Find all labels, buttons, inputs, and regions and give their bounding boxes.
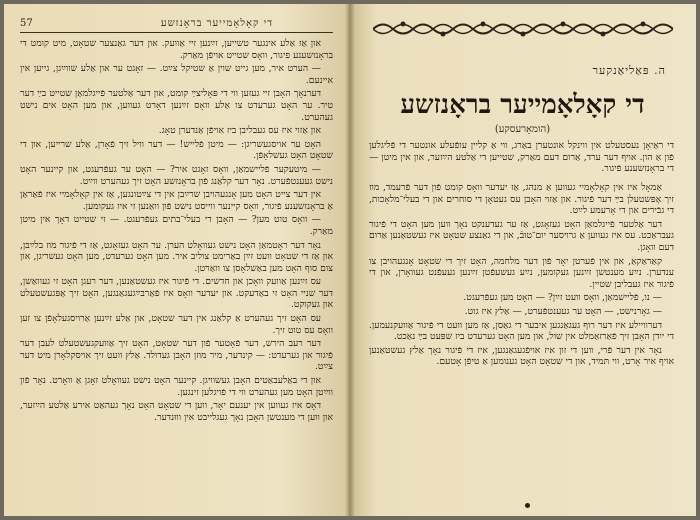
binding-mark: [525, 503, 530, 508]
left-page: [4, 4, 349, 516]
paragraph: האָט ער אויסגעשריגן: — מיטן פֿלייש! — דער וויל זיך פֿאָרן, אַלע שרייען, און די שטאָט האָט געשלאָפֿן.: [20, 138, 333, 162]
paragraph: און אַז אַלע אינגער טשייען, זײַנען זיי אַוועק. און דער גאַנצער שטאָט, מיט קומט די בראָנזשענע פיגור, וואָס שטייט אויפֿן מאַרק.: [20, 38, 333, 61]
paragraph: נאָר דער ראָטמאַן האָט נישט געוואָלט הערן. ער האָט געזאָגט, אַז די פֿיגור מוז בלײַבן, און אַז די שטאָט וועט זײַן באַרימט צוליב איר. מען האָט גערעדט, מען האָט געשריגן, און צום סוף האָט מען באַשלאָסן צו וואַרטן.: [20, 239, 333, 274]
paragraph: עס האָט זיך געהערט אַ קלאַנג אין דער שטאָט, און אַלע זײַנען אַרויסגעלאָפֿן צו זען וואָס עס טוט זיך.: [20, 313, 333, 336]
left-page-header: [20, 18, 333, 33]
decorative-border-ornament: [373, 18, 673, 40]
paragraph: אין דער צייט האָט מען אָנגעהויבן שרײַבן אין די צײַטונגען, אַז אין קאָלאָמיי איז פֿאַראַן אַ בראָנזשענע פֿיגור, וואָס קיינער ווייסט נישט פֿון וואַנען זי איז געקומען.: [20, 189, 333, 212]
book-spread: [4, 4, 696, 516]
paragraph: — גאָרנישט, — האָט ער געענטפֿערט, — אַלץ איז גוט.: [464, 305, 662, 317]
book-gutter: [345, 4, 355, 516]
paragraph: און די באַלעבאַטים האָבן געשוויגן. קיינער האָט נישט געוואָלט זאָגן אַ וואָרט. נאָר פֿון ווײַטן האָט מען געהערט ווי די פֿויגלען זינגען.: [20, 375, 333, 398]
paragraph: — הערט איר, מען גייט שוין אַ שטיקל צײַט. — זאָגט ער און אַלע שווײַגן, גייען אין איינעם.: [20, 63, 333, 86]
paragraph: — מיטעקער פֿליישמאַן, וואָס זאָגט איר? — האָט ער געפֿרעגט, און קיינער האָט נישט געענטפֿערט. נאָר דער קלאַנג פֿון בראָנזשע האָט זיך געהערט ווײַט.: [20, 163, 333, 187]
story-subtitle: (הומאָרעסקע): [494, 124, 551, 135]
paragraph: און אַזוי איז עס געבליבן ביז אויפֿן אַנדערן טאָג.: [158, 125, 321, 137]
running-title: די קאָלאָמייער בראָנזשע: [160, 18, 273, 29]
paragraph: דערנאָך האָבן זיי געזען ווי די פּאָליצײַ קומט, און דער אַלטער פֿייגלמאַן שטייט בײַ דער טיר. ער האָט גערעדט צו אַלע וואָס זײַנען דאָרט געווען, און מען האָט אים נישט געהערט.: [20, 88, 333, 123]
paragraph: עס זײַנען אַוועק וואָכן און חדשים. די פֿיגור איז געשטאַנען, דער רעגן האָט זי געוואַשן, דער שניי האָט זי באַדעקט. און יעדער וואָס איז פֿאַרבײַגעגאַנגען, האָט זיך אָפּגעשטעלט און געקוקט.: [20, 276, 333, 311]
paragraph: דער אַלטער פֿייגלמאַן האָט געזאָגט, אַז ער געדענקט נאָך ווען מען האָט די פֿיגור געבראַכט. עס איז געווען אַ גרויסער יום־טובֿ, און די גאַנצע שטאָט איז געשטאַנען אַרום דעם וואָגן.: [369, 218, 674, 253]
story-title: די קאָלאָמייער בראָנזשע: [400, 90, 645, 120]
paragraph: דערוויילע איז דער רוף געגאַנגען איבער די גאַסן, אַז מען וועט די פֿיגור אַוועקנעמען. די ייִדן האָבן זיך פֿאַרזאַמלט אין שול, און מען האָט גערעדט ביז שפּעט בײַ נאַכט.: [369, 319, 674, 343]
right-page: [349, 4, 696, 516]
author-name: ה. פּאַליאַנקער: [592, 64, 666, 77]
paragraph: דער רעב הירש, דער פֿאָטער פֿון דער שטאָט, האָט זיך אַוועקגעשטעלט לעבן דער פֿיגור און גערעדט: — קינדער, מיר מוזן האָבן געדולד. אַלץ וועט זיך אויסקלאָרן מיט דער צײַט.: [20, 338, 333, 373]
paragraph: דאָס איז געווען אין יענעם יאָר, ווען די שטאָט האָט נאָך געהאַט אירע אַלטע הײַזער, און ווען די מענטשן האָבן נאָך געגלייבט אין וווּנדער.: [20, 400, 333, 423]
paragraph: — וואָס טוט מען? — האָבן די בעלי־בתים געפֿרעגט. — זי שטייט דאָך אין מיטן מאַרק.: [20, 214, 333, 237]
paragraph: אַמאָל איז אין קאָלאָמיי געווען אַ מנהג, אַז יעדער וואָס קומט פֿון דער פֿרעמד, מוז זיך אָפּשטעלן בײַ דער פֿיגור. און אַזוי האָבן עס געטאָן די סוחרים און די בעלי־מלאָכות, די גבֿירים און די אָרעמע לײַט.: [369, 182, 674, 217]
paragraph: נאָר אין דער פֿרי, ווען די זון איז אויפֿגעגאַנגען, איז די פֿיגור נאָך אַלץ געשטאַנען אויף איר אָרט, ווי תּמיד, און די שטאָט האָט גענומען אַ טיפֿן אָטעם.: [369, 344, 674, 368]
paragraph: קאַראַקאַ, און אין פֿערטן יאָר פֿון דער מלחמה, האָט זיך די שטאָט אָנגעהויבן צו ענדערן. נײַע מענטשן זײַנען געקומען, נײַע געשעפֿטן זײַנען געעפֿנט געוואָרן, און די פֿיגור איז געבליבן שטיין.: [369, 255, 674, 290]
opening-paragraph: די ראַיאָן נעסטעלט אין ווינקל אונטערן באַרג, ווי אַ קליין עופֿעלע אונטער די פֿליגלען פֿון אַ הון. אויף דער ערד, אַרום דעם מאַרק, שטייען די אַלטע הײַזער, און אין מיטן — די בראָנזשענע פֿיגור.: [369, 140, 674, 175]
paragraph: — נו, פֿליישמאַן, וואָס וועט זײַן? — האָט מען געפֿרעגט.: [463, 292, 662, 304]
left-page-text-column: [20, 38, 333, 502]
page-number: 57: [20, 18, 33, 29]
right-page-text-column: [369, 182, 674, 502]
